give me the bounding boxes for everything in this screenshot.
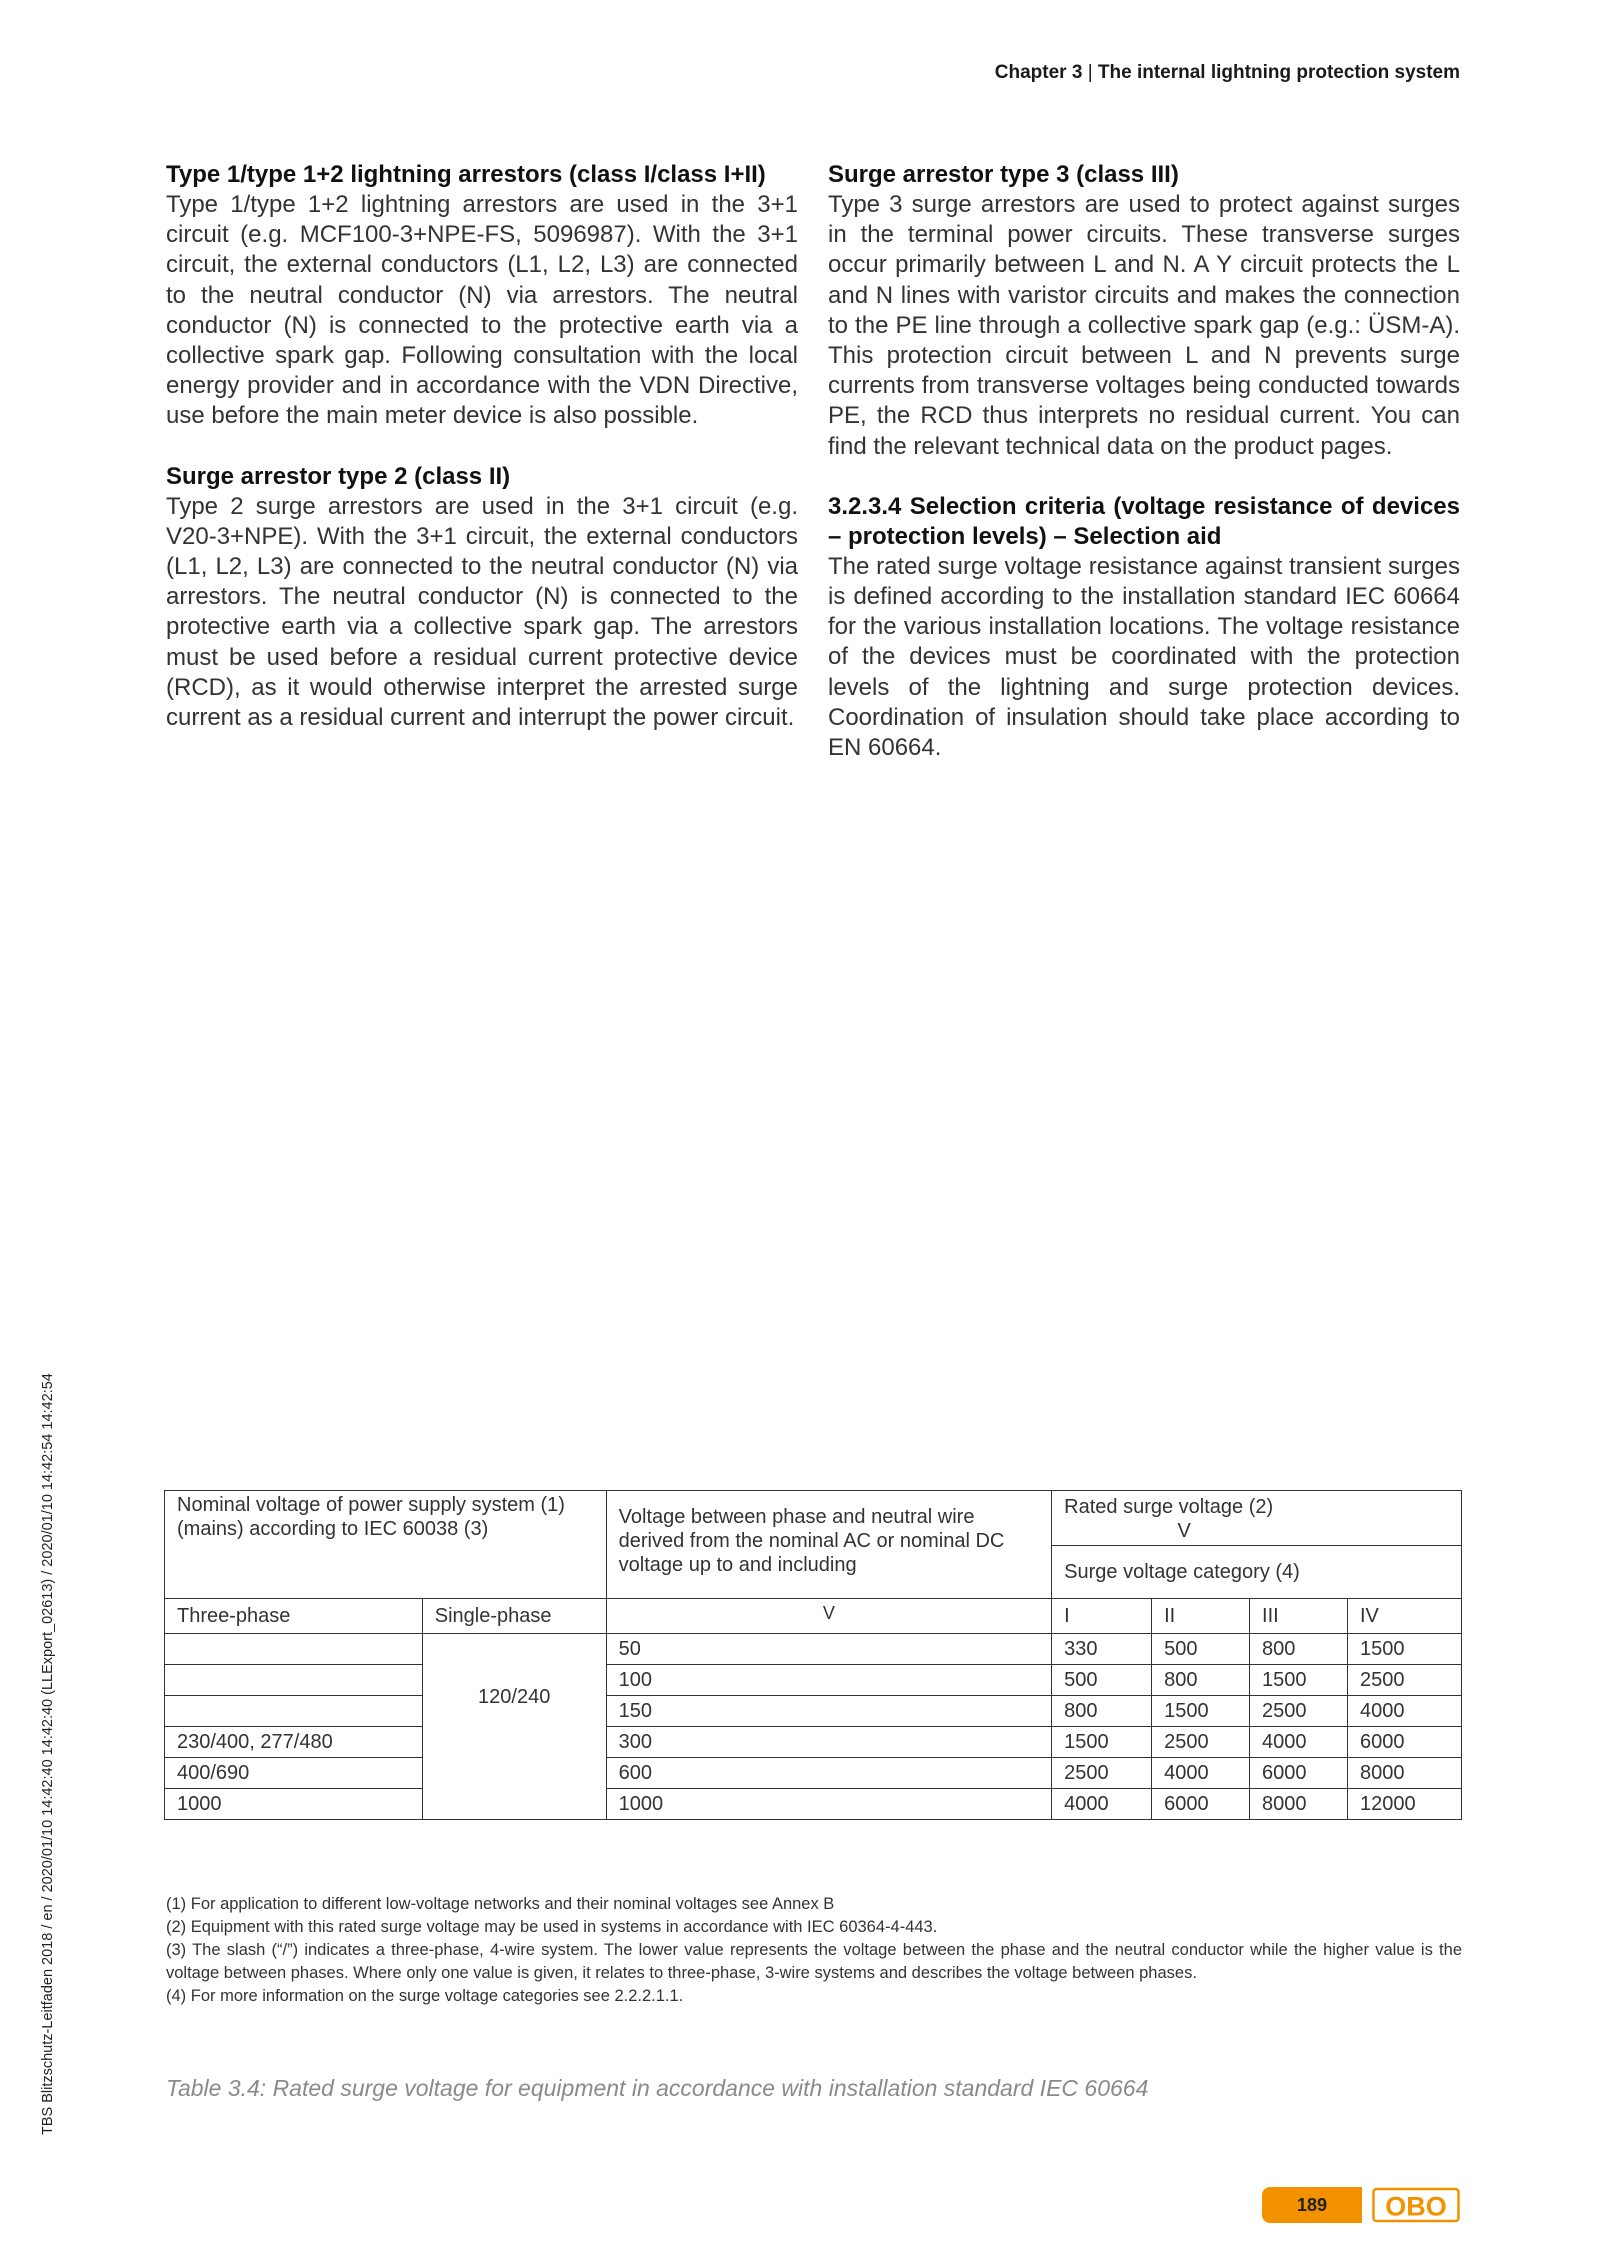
table-caption: Table 3.4: Rated surge voltage for equipment in accordance with installation standard IEC 60664 bbox=[166, 2075, 1149, 2101]
cell-phase-neutral: 150 bbox=[606, 1696, 1052, 1727]
header-separator: | bbox=[1087, 62, 1093, 83]
page-number: 189 bbox=[1262, 2187, 1362, 2223]
cell-three-phase: 400/690 bbox=[165, 1758, 423, 1789]
cell-value: 6000 bbox=[1348, 1727, 1462, 1758]
chapter-title: The internal lightning protection system bbox=[1097, 62, 1460, 83]
header-three-phase: Three-phase bbox=[165, 1599, 423, 1634]
cell-value: 2500 bbox=[1052, 1758, 1152, 1789]
table-header-row bbox=[165, 1491, 1462, 1546]
cell-value: 1500 bbox=[1152, 1696, 1250, 1727]
cell-phase-neutral: 600 bbox=[606, 1758, 1052, 1789]
header-category-2: II bbox=[1152, 1599, 1250, 1634]
cell-value: 800 bbox=[1152, 1665, 1250, 1696]
cell-value: 8000 bbox=[1250, 1789, 1348, 1820]
header-surge-voltage-category: Surge voltage category (4) bbox=[1052, 1546, 1462, 1599]
section-heading-type2: Surge arrestor type 2 (class II) bbox=[166, 462, 511, 490]
section-body-type3: Type 3 surge arrestors are used to protect against surges in the terminal power circuits. These transverse surges occur primarily between L and N. A Y circuit protects the L and N lines with varistor circuits and makes the connection to the PE line through a collective spark gap (e.g.: ÜSM-A). This protection circuit between L and N prevents surge currents from transverse voltages being conducted towards PE, the RCD thus interprets no residual current. You can find the relevant technical data on the product pages. bbox=[828, 191, 1460, 460]
chapter-label: Chapter 3 bbox=[994, 62, 1083, 83]
cell-value: 12000 bbox=[1348, 1789, 1462, 1820]
cell-value: 4000 bbox=[1152, 1758, 1250, 1789]
section-body-type1: Type 1/type 1+2 lightning arrestors are used in the 3+1 circuit (e.g. MCF100-3+NPE-FS, 5096987). With the 3+1 circuit, the external conductors (L1, L2, L3) are connected to the neutral conductor (N) via arrestors. The neutral conductor (N) is connected to the protective earth via a collective spark gap. Following consultation with the local energy provider and in accordance with the VDN Directive, use before the main meter device is also possible. bbox=[166, 191, 798, 430]
section-body-selection-criteria: The rated surge voltage resistance against transient surges is defined according to the installation standard IEC 60664 for the various installation locations. The voltage resistance of the devices must be coordinated with the protection levels of the lightning and surge protection devices. Coordination of insulation should take place according to EN 60664. bbox=[828, 552, 1460, 762]
header-category-1: I bbox=[1052, 1599, 1152, 1634]
cell-three-phase bbox=[165, 1634, 423, 1665]
cell-value: 4000 bbox=[1250, 1727, 1348, 1758]
footnote: (3) The slash (“/”) indicates a three-phase, 4-wire system. The lower value represents the voltage between the phase and the neutral conductor while the higher value is the voltage between phases. Where only one value is given, it relates to three-phase, 3-wire systems and describes the voltage between phases. bbox=[166, 1941, 1462, 1982]
table-row bbox=[165, 1727, 1462, 1758]
cell-value: 1500 bbox=[1052, 1727, 1152, 1758]
header-single-phase: Single-phase bbox=[422, 1599, 606, 1634]
cell-value: 2500 bbox=[1152, 1727, 1250, 1758]
header-phase-neutral-voltage: Voltage between phase and neutral wire derived from the nominal AC or nominal DC voltage up to and including bbox=[606, 1491, 1052, 1599]
cell-value: 6000 bbox=[1152, 1789, 1250, 1820]
left-column bbox=[166, 160, 798, 763]
cell-phase-neutral: 50 bbox=[606, 1634, 1052, 1665]
cell-value: 330 bbox=[1052, 1634, 1152, 1665]
header-category-4: IV bbox=[1348, 1599, 1462, 1634]
cell-value: 500 bbox=[1152, 1634, 1250, 1665]
cell-value: 4000 bbox=[1052, 1789, 1152, 1820]
footnote: (1) For application to different low-voltage networks and their nominal voltages see Annex B bbox=[166, 1895, 835, 1913]
cell-three-phase: 1000 bbox=[165, 1789, 423, 1820]
obo-logo bbox=[1372, 2187, 1460, 2223]
running-header bbox=[995, 62, 1460, 84]
cell-phase-neutral: 100 bbox=[606, 1665, 1052, 1696]
cell-value: 1500 bbox=[1348, 1634, 1462, 1665]
cell-value: 800 bbox=[1250, 1634, 1348, 1665]
footnote: (4) For more information on the surge voltage categories see 2.2.2.1.1. bbox=[166, 1987, 684, 2005]
cell-three-phase bbox=[165, 1665, 423, 1696]
header-nominal-voltage: Nominal voltage of power supply system (1) (mains) according to IEC 60038 (3) bbox=[165, 1491, 607, 1599]
cell-value: 4000 bbox=[1348, 1696, 1462, 1727]
right-column bbox=[828, 160, 1460, 793]
table-row bbox=[165, 1665, 1462, 1696]
cell-value: 2500 bbox=[1250, 1696, 1348, 1727]
cell-value: 6000 bbox=[1250, 1758, 1348, 1789]
table-subheader-row bbox=[165, 1599, 1462, 1634]
cell-value: 1500 bbox=[1250, 1665, 1348, 1696]
header-category-3: III bbox=[1250, 1599, 1348, 1634]
cell-phase-neutral: 1000 bbox=[606, 1789, 1052, 1820]
section-heading-type1: Type 1/type 1+2 lightning arrestors (class I/class I+II) bbox=[166, 161, 766, 188]
cell-value: 500 bbox=[1052, 1665, 1152, 1696]
rated-surge-voltage-unit: V bbox=[1177, 1520, 1191, 1542]
side-print-info: TBS Blitzschutz-Leitfaden 2018 / en / 2020/01/10 14:42:40 14:42:40 (LLExport_02613) / 2020/01/10 14:42:54 14:42:54 bbox=[40, 1373, 56, 2135]
table-row bbox=[165, 1789, 1462, 1820]
section-heading-selection-criteria: 3.2.3.4 Selection criteria (voltage resistance of devices – protection levels) – Selection aid bbox=[828, 492, 1460, 550]
cell-three-phase bbox=[165, 1696, 423, 1727]
rated-surge-voltage-label: Rated surge voltage (2) bbox=[1064, 1496, 1274, 1518]
footnote: (2) Equipment with this rated surge voltage may be used in systems in accordance with IEC 60364-4-443. bbox=[166, 1918, 938, 1936]
cell-value: 800 bbox=[1052, 1696, 1152, 1727]
surge-voltage-table bbox=[164, 1490, 1462, 1820]
table-row bbox=[165, 1634, 1462, 1665]
header-rated-surge-voltage bbox=[1052, 1491, 1462, 1546]
logo-text: OBO bbox=[1385, 2191, 1447, 2222]
table-row bbox=[165, 1696, 1462, 1727]
section-heading-type3: Surge arrestor type 3 (class III) bbox=[828, 161, 1179, 188]
cell-phase-neutral: 300 bbox=[606, 1727, 1052, 1758]
section-body-type2: Type 2 surge arrestors are used in the 3+1 circuit (e.g. V20-3+NPE). With the 3+1 circuit, the external conductors (L1, L2, L3) are connected to the neutral conductor (N) via arrestors. The neutral conductor (N) is connected to the protective earth via a collective spark gap. The arrestors must be used before a residual current protective device (RCD), as it would otherwise interpret the arrested surge current as a residual current and interrupt the power circuit. bbox=[166, 492, 798, 732]
cell-single-phase: 120/240 bbox=[422, 1634, 606, 1820]
cell-three-phase: 230/400, 277/480 bbox=[165, 1727, 423, 1758]
header-phase-neutral-unit: V bbox=[606, 1599, 1052, 1634]
cell-value: 8000 bbox=[1348, 1758, 1462, 1789]
table-row bbox=[165, 1758, 1462, 1789]
cell-value: 2500 bbox=[1348, 1665, 1462, 1696]
table-footnotes bbox=[166, 1893, 1462, 2008]
